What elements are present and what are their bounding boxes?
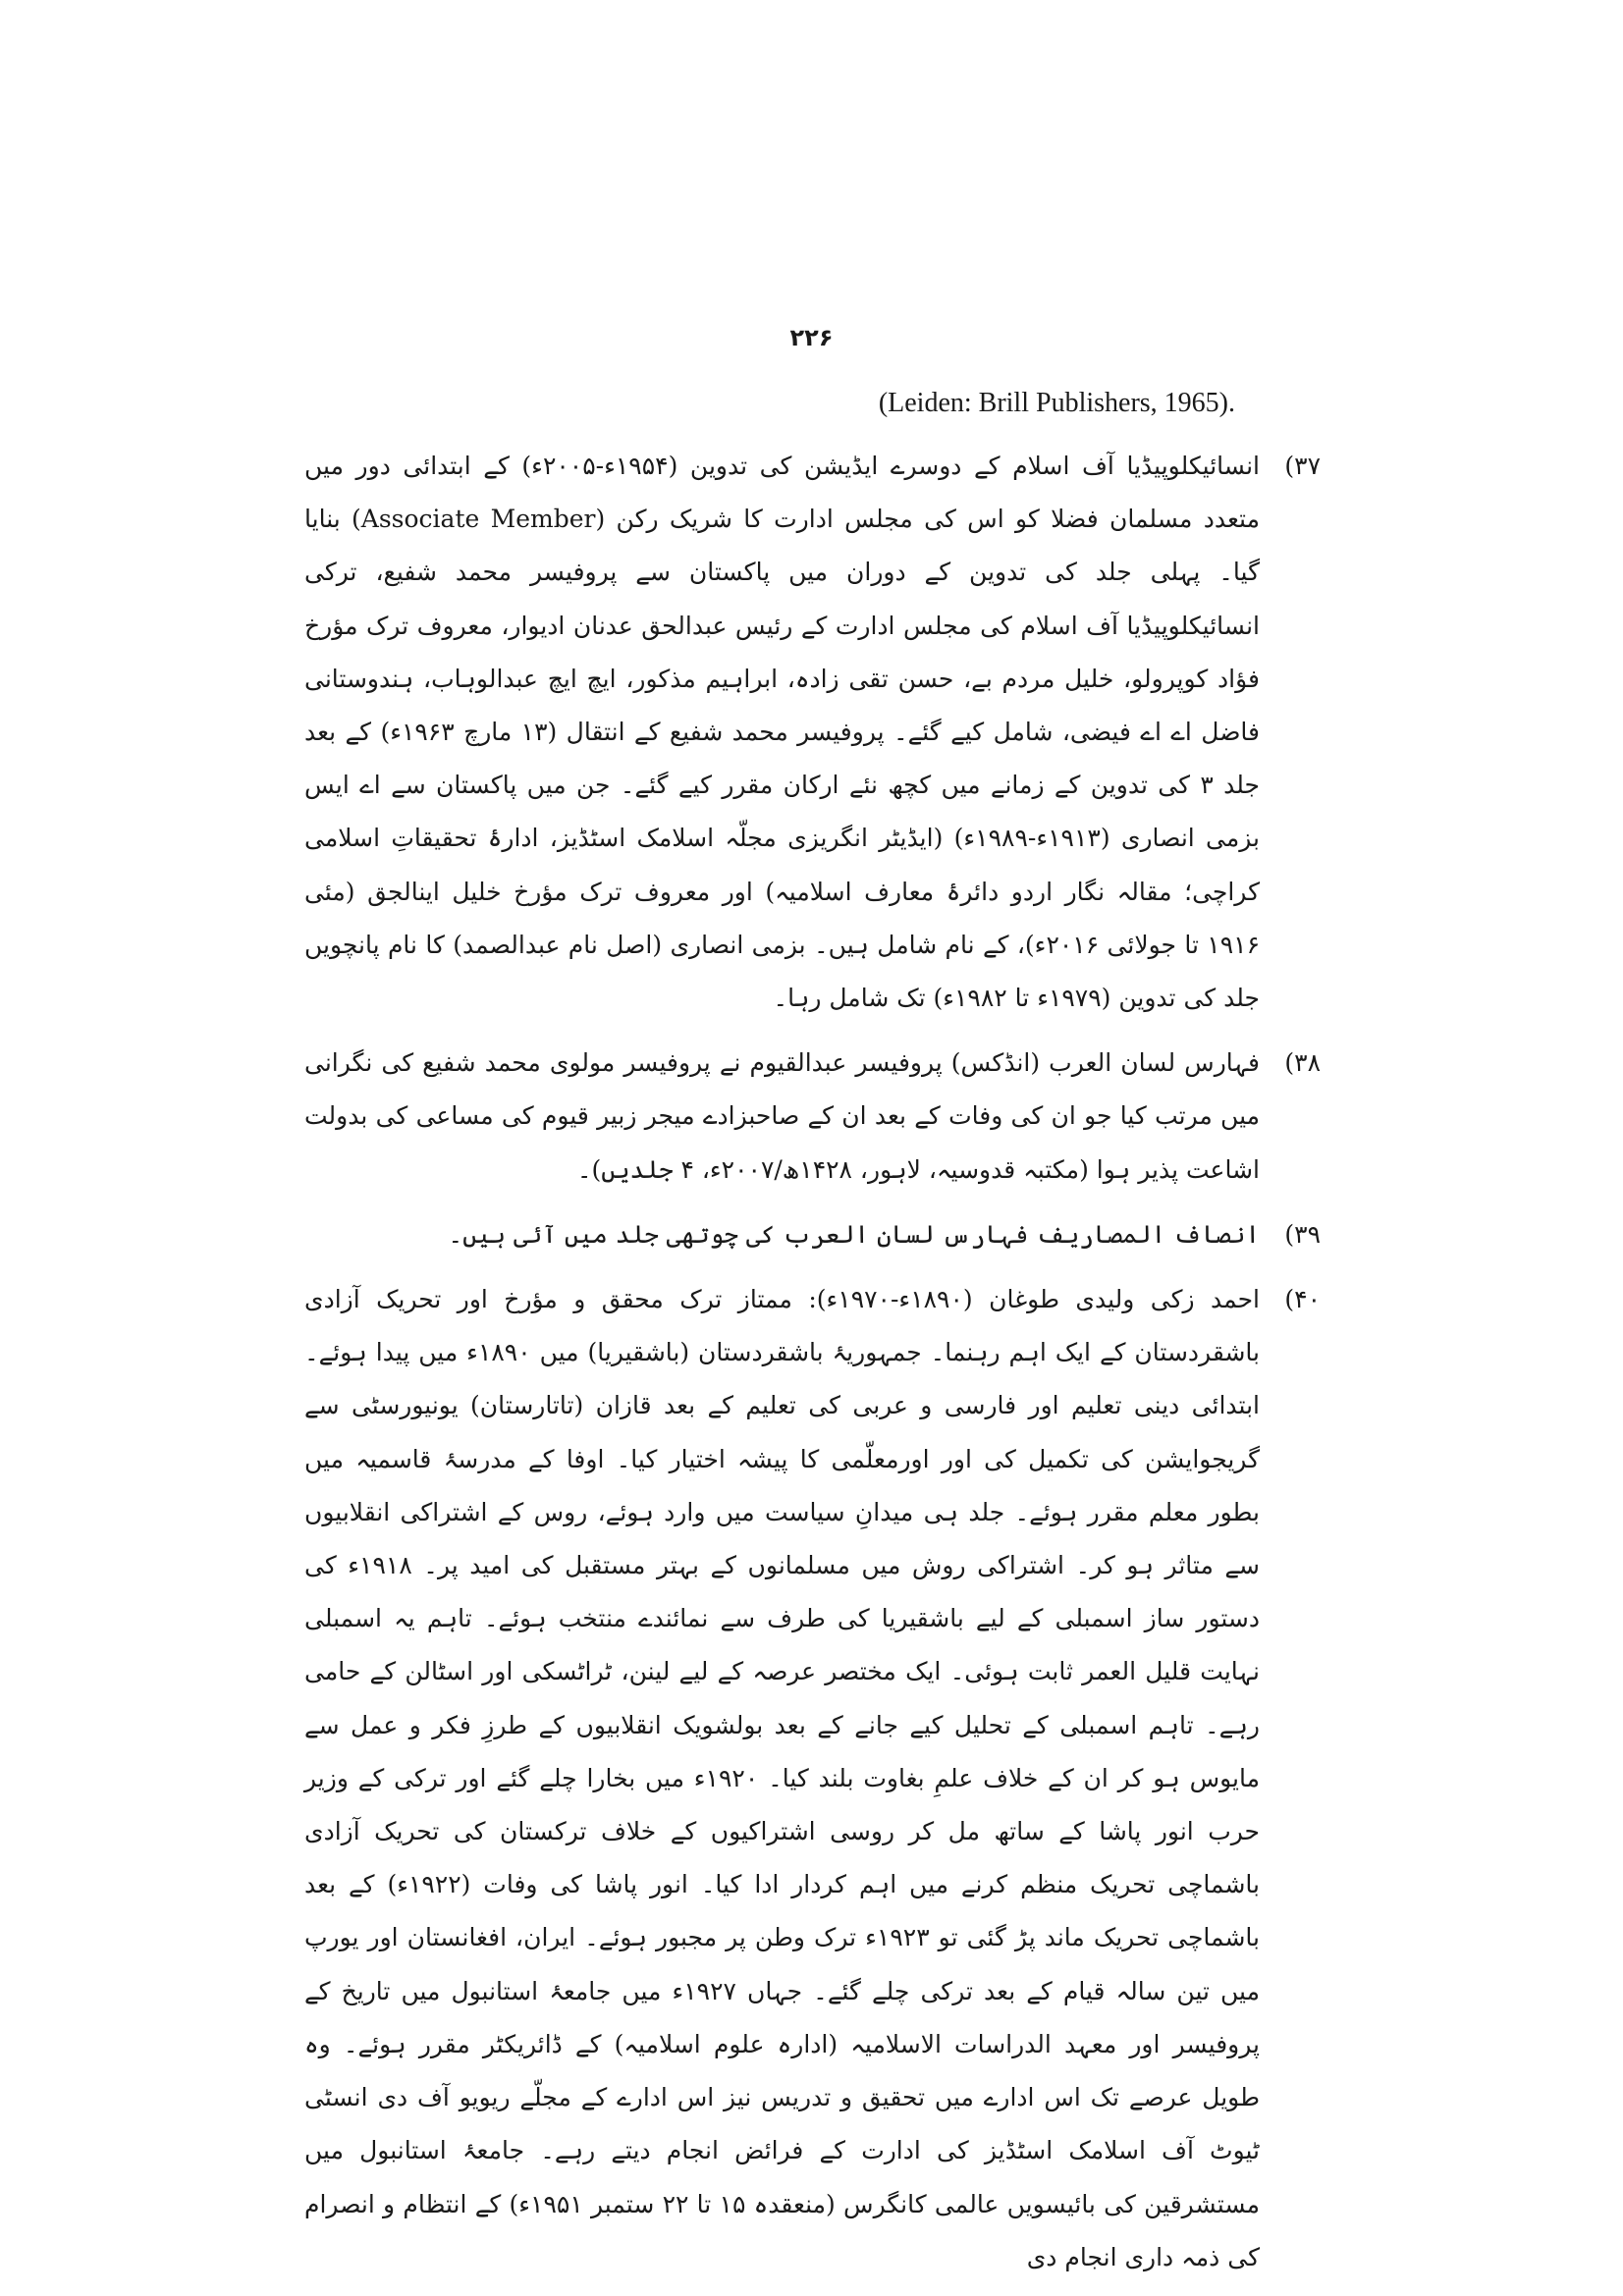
note-number: ۳۷): [1284, 452, 1321, 480]
footnotes: [304, 440, 1321, 2296]
note-text: احمد زکی ولیدی طوغان (۱۸۹۰ء-۱۹۷۰ء): ممتاز ترک محقق و مؤرخ اور تحریک آزادی باشقردستان کے ایک اہم رہنما۔ جمہوریۂ باشقردستان (باشقیریا) میں ۱۸۹۰ء میں پیدا ہوئے۔ ابتدائی دینی تعلیم اور فارسی و عربی کی تعلیم کے بعد قازان (تاتارستان) یونیورسٹی سے گریجوایشن کی تکمیل کی اور اورمعلّمی کا پیشہ اختیار کیا۔ اوفا کے مدرسۂ قاسمیہ میں بطور معلم مقرر ہوئے۔ جلد ہی میدانِ سیاست میں وارد ہوئے، روس کے اشتراکی انقلابیوں سے متاثر ہو کر۔ اشتراکی روش میں مسلمانوں کے بہتر مستقبل کی امید پر۔ ۱۹۱۸ء کی دستور ساز اسمبلی کے لیے باشقیریا کی طرف سے نمائندے منتخب ہوئے۔ تاہم یہ اسمبلی نہایت قلیل العمر ثابت ہوئی۔ ایک مختصر عرصہ کے لیے لینن، ٹراٹسکی اور اسٹالن کے حامی رہے۔ تاہم اسمبلی کے تحلیل کیے جانے کے بعد بولشویک انقلابیوں کے طرزِ فکر و عمل سے مایوس ہو کر ان کے خلاف علمِ بغاوت بلند کیا۔ ۱۹۲۰ء میں بخارا چلے گئے اور ترکی کے وزیر حرب انور پاشا کے ساتھ مل کر روسی اشتراکیوں کے خلاف ترکستان کی تحریک آزادی باشماچی تحریک منظم کرنے میں اہم کردار ادا کیا۔ انور پاشا کی وفات (۱۹۲۲ء) کے بعد باشماچی تحریک ماند پڑ گئی تو ۱۹۲۳ء ترک وطن پر مجبور ہوئے۔ ایران، افغانستان اور یورپ میں تین سالہ قیام کے بعد ترکی چلے گئے۔ جہاں ۱۹۲۷ء میں جامعۂ استانبول میں تاریخ کے پروفیسر اور معہد الدراسات الاسلامیہ (ادارہ علوم اسلامیہ) کے ڈائریکٹر مقرر ہوئے۔ وہ طویل عرصے تک اس ادارے میں تحقیق و تدریس نیز اس ادارے کے مجلّے ریویو آف دی انسٹی ٹیوٹ آف اسلامک اسٹڈیز کی ادارت کے فرائض انجام دیتے رہے۔ جامعۂ استانبول میں مستشرقین کی بائیسویں عالمی کانگرس (منعقدہ ۱۵ تا ۲۲ ستمبر ۱۹۵۱ء) کے انتظام و انصرام کی ذمہ داری انجام دی: [304, 1285, 1261, 2271]
note-number: ۴۰): [1284, 1285, 1321, 1314]
note-text: انصاف المصاریف فہارس لسان العرب کی چوتھی جلد میں آئی ہیں۔: [448, 1219, 1260, 1249]
note-text: فہارس لسان العرب (انڈکس) پروفیسر عبدالقیوم نے پروفیسر مولوی محمد شفیع کی نگرانی میں مرتب کیا جو ان کی وفات کے بعد ان کے صاحبزادے میجر زبیر قیوم کی مساعی کی بدولت اشاعت پذیر ہوا (مکتبہ قدوسیہ، لاہور، ۱۴۲۸ھ/۲۰۰۷ء، ۴ جلدیں)۔: [304, 1048, 1260, 1184]
note-40: [304, 1273, 1321, 2284]
citation-line: (Leiden: Brill Publishers, 1965).: [878, 388, 1235, 418]
note-38: [304, 1037, 1321, 1197]
page-number: ۲۲۶: [789, 324, 834, 351]
note-39: [304, 1208, 1321, 1261]
note-number: ۳۹): [1284, 1219, 1321, 1249]
note-number: ۳۸): [1284, 1048, 1321, 1078]
note-text: انسائیکلوپیڈیا آف اسلام کے دوسرے ایڈیشن کی تدوین (۱۹۵۴ء-۲۰۰۵ء) کے ابتدائی دور میں متعدد مسلمان فضلا کو اس کی مجلس ادارت کا شریک رکن (Associate Member) بنایا گیا۔ پہلی جلد کی تدوین کے دوران میں پاکستان سے پروفیسر محمد شفیع، ترکی انسائیکلوپیڈیا آف اسلام کی مجلس ادارت کے رئیس عبدالحق عدنان ادیوار، معروف ترک مؤرخ فؤاد کوپرولو، خلیل مردم بے، حسن تقی زادہ، ابراہیم مذکور، ایچ ایچ عبدالوہاب، ہندوستانی فاضل اے اے فیضی، شامل کیے گئے۔ پروفیسر محمد شفیع کے انتقال (۱۳ مارچ ۱۹۶۳ء) کے بعد جلد ۳ کی تدوین کے زمانے میں کچھ نئے ارکان مقرر کیے گئے۔ جن میں پاکستان سے اے ایس بزمی انصاری (۱۹۱۳ء-۱۹۸۹ء) (ایڈیٹر انگریزی مجلّہ اسلامک اسٹڈیز، ادارۂ تحقیقاتِ اسلامی کراچی؛ مقالہ نگار اردو دائرۂ معارف اسلامیہ) اور معروف ترک مؤرخ خلیل اینالجق (مئی ۱۹۱۶ تا جولائی ۲۰۱۶ء)، کے نام شامل ہیں۔ بزمی انصاری (اصل نام عبدالصمد) کا نام پانچویں جلد کی تدوین (۱۹۷۹ء تا ۱۹۸۲ء) تک شامل رہا۔: [304, 452, 1261, 1013]
note-37: [304, 440, 1321, 1025]
